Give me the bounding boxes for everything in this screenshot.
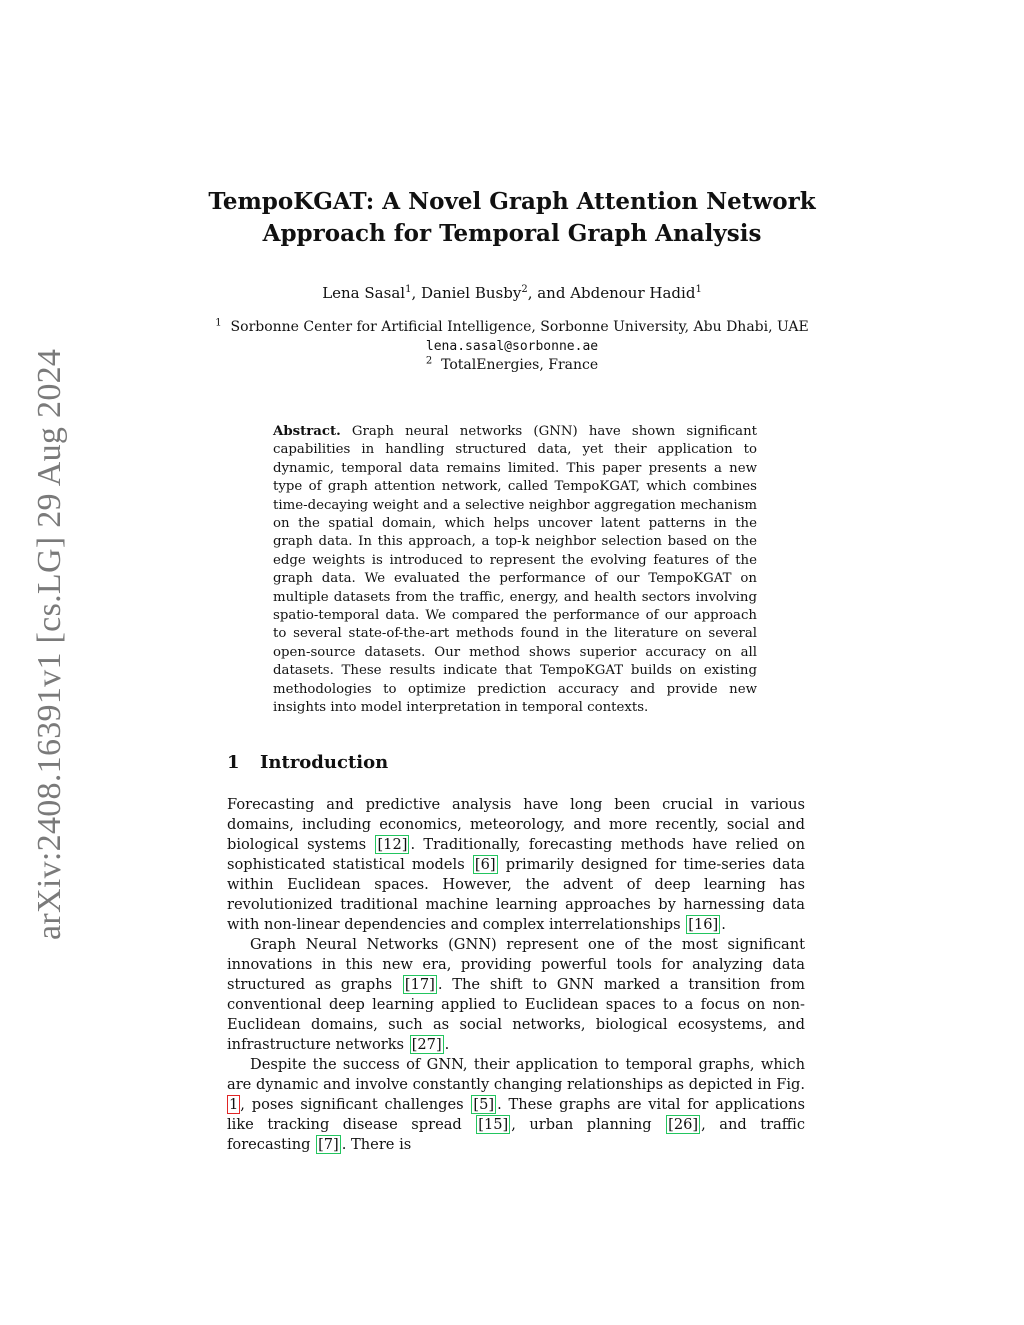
author-3-affil: 1 — [695, 284, 702, 295]
author-2: Daniel Busby — [420, 284, 522, 302]
author-list: Lena Sasal$^1$, Daniel Busby$^2$, and Abdenour Hadid$^1$ — [322, 284, 702, 302]
paragraph-3: Despite the success of GNN, their application to temporal graphs, which are dynamic and involve constantly changing relationships as depicted in Fig. 1 , poses significant challenges [5] . These graphs are vital for applications like tracking disease spread [15] , urban planning [26] , and traffic forecasting [7] . There is — [227, 1056, 805, 1153]
citation-link[interactable]: [6] — [474, 856, 496, 873]
citation-link[interactable]: [26] — [668, 1116, 699, 1133]
author-1-affil: 1 — [405, 284, 412, 295]
citation-link[interactable]: [16] — [688, 916, 719, 933]
affiliation-2: $^2$ TotalEnergies, France — [425, 355, 599, 373]
paragraph-1: Forecasting and predictive analysis have long been crucial in various domains, including economics, meteorology, and more recently, social and biological systems [12] . Traditionally, forecasting methods have relied on sophisticated statistical models [6] primarily designed for time-series data within Euclidean spaces. However, the advent of deep learning has revolutionized traditional machine learning approaches by harnessing data with non-linear dependencies and complex interrelationships [16] . — [227, 796, 805, 933]
author-3: Abdenour Hadid — [570, 284, 696, 302]
author-1: Lena Sasal — [322, 284, 406, 302]
figure-reference-link[interactable]: 1 — [229, 1096, 239, 1113]
introduction-body — [227, 795, 805, 1155]
affiliation-1: $^1$ Sorbonne Center for Artificial Intelligence, Sorbonne University, Abu Dhabi, UAE — [215, 317, 809, 335]
paper-title — [0, 186, 1024, 250]
abstract — [273, 423, 757, 718]
paragraph-2: Graph Neural Networks (GNN) represent one of the most significant innovations in this new era, providing powerful tools for analyzing data structured as graphs [17] . The shift to GNN marked a transition from conventional deep learning applied to Euclidean spaces to a focus on non-Euclidean domains, such as social networks, biological ecosystems, and infrastructure networks [27] . — [227, 936, 805, 1053]
citation-link[interactable]: [12] — [377, 836, 408, 853]
arxiv-identifier: arXiv:2408.16391v1 [cs.LG] 29 Aug 2024 — [31, 348, 68, 940]
abstract-label: Abstract. — [273, 424, 341, 439]
abstract-text: Graph neural networks (GNN) have shown significant capabilities in handling structured data, yet their application to dynamic, temporal data remains limited. This paper presents a new type of graph attention network, called TempoKGAT, which combines time-decaying weight and a selective neighbor aggregation mechanism on the spatial domain, which helps uncover latent patterns in the graph data. In this approach, a top-k neighbor selection based on the edge weights is introduced to represent the evolving features of the graph data. We evaluated the performance of our TempoKGAT on multiple datasets from the traffic, energy, and health sectors involving spatio-temporal data. We compared the performance of our approach to several state-of-the-art methods found in the literature on several open-source datasets. Our method shows superior accuracy on all datasets. These results indicate that TempoKGAT builds on existing methodologies to optimize prediction accuracy and provide new insights into model interpretation in temporal contexts. — [273, 424, 757, 716]
citation-link[interactable]: [27] — [411, 1036, 442, 1053]
author-2-affil: 2 — [521, 284, 528, 295]
citation-link[interactable]: [7] — [318, 1136, 339, 1153]
affiliations — [0, 318, 1024, 375]
section-heading-introduction — [227, 750, 388, 776]
citation-link[interactable]: [17] — [404, 976, 435, 993]
author-email[interactable]: lena.sasal@sorbonne.ae — [425, 339, 599, 354]
citation-link[interactable]: [5] — [473, 1096, 495, 1113]
title-line-1: TempoKGAT: A Novel Graph Attention Network — [208, 188, 816, 215]
section-number: 1 — [227, 752, 240, 773]
title-line-2: Approach for Temporal Graph Analysis — [262, 220, 762, 247]
section-title: Introduction — [260, 752, 389, 773]
citation-link[interactable]: [15] — [478, 1116, 509, 1133]
